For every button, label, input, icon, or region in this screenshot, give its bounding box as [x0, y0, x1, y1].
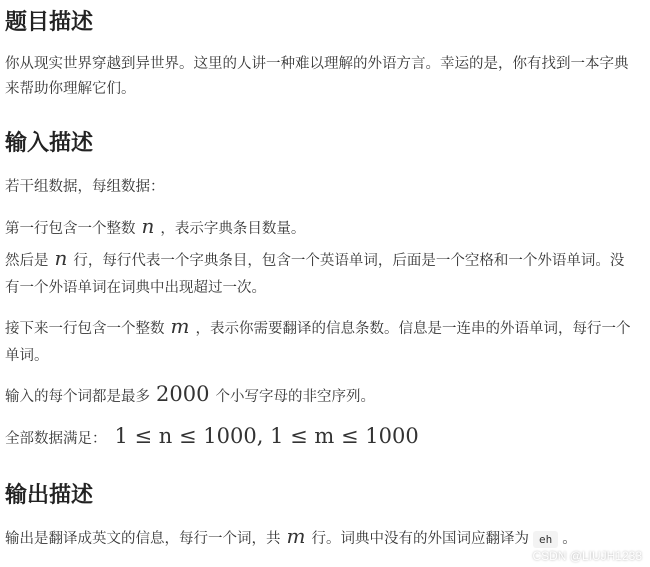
input-line-5: 输入的每个词都是最多 2000 个小写字母的非空序列。 [5, 382, 375, 406]
description-heading: 题目描述 [5, 10, 94, 35]
input-heading: 输入描述 [5, 131, 94, 156]
code-eh: eh [533, 531, 558, 548]
input-line-6: 全部数据满足： 1 ≤ n ≤ 1000, 1 ≤ m ≤ 1000 [5, 424, 419, 448]
math-2000: 2000 [156, 382, 210, 406]
math-m: m [170, 314, 190, 338]
math-n: n [141, 214, 155, 238]
output-heading: 输出描述 [5, 483, 94, 508]
description-text: 你从现实世界穿越到异世界。这里的人讲一种难以理解的外语方言。幸运的是，你有找到一本字典来帮助你理解它们。 [5, 56, 629, 97]
input-line-1: 若干组数据，每组数据： [5, 179, 165, 195]
math-m-2: m [286, 524, 306, 548]
math-constraints: 1 ≤ n ≤ 1000, 1 ≤ m ≤ 1000 [114, 424, 419, 448]
input-line-3: 然后是 n 行，每行代表一个字典条目，包含一个英语单词，后面是一个空格和一个外语单词。没有一个外语单词在词典中出现超过一次。 [5, 246, 625, 296]
csdn-watermark: CSDN @LIUJH1233 [532, 549, 642, 563]
output-line: 输出是翻译成英文的信息，每行一个词，共 m 行。词典中没有的外国词应翻译为 eh 。 [5, 524, 577, 548]
math-n-2: n [54, 246, 68, 270]
input-line-2: 第一行包含一个整数 n ，表示字典条目数量。 [5, 214, 306, 238]
input-line-4: 接下来一行包含一个整数 m ，表示你需要翻译的信息条数。信息是一连串的外语单词，每行一个单词。 [5, 314, 631, 364]
